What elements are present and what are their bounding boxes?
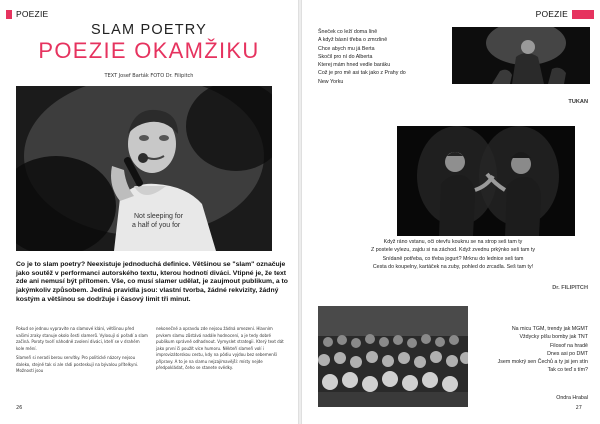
body-column-1 (16, 326, 148, 378)
poem-line: A když básní třeba o zmrzlině (318, 37, 388, 44)
audience-crowd-photo (318, 306, 468, 407)
poem-tukan (318, 28, 448, 86)
page-number: 27 (575, 405, 582, 411)
signature-ondra: Ondra Hrabal (556, 395, 588, 401)
poem-ondra (478, 325, 588, 375)
left-page (0, 0, 298, 424)
poem-line: Kterej mám hned vedle baráku (318, 62, 391, 69)
kicker: SLAM POETRY (90, 22, 208, 38)
page-title: POEZIE OKAMŽIKU (38, 38, 260, 63)
poem-line: Šneček co leží doma líně (318, 29, 378, 35)
section-label: POEZIE (535, 9, 568, 19)
signature-filipitch: Dr. FILIPITCH (552, 285, 588, 291)
duo-performers-photo (397, 126, 575, 236)
body-paragraph: Pokud se jednou vypravíte na slamové klání, většinou před vašimi zraky stanuje okolo šesti slamerů. Vylosují si pořadí a slam začíná. Poroty tvoří náhodně zvolení diváci, kteří se v drahém kole mění. (16, 326, 148, 351)
poem-line: Jsem mokrý sen Čechů a ty jsi jen stín (497, 359, 588, 366)
body-paragraph: Slameři si neradi berou servítky. Pro politické názory nejsou daleko, stejně tak si ale rádi posteskují na bývalou přítelkyni. Možností jsou (16, 355, 139, 373)
section-tag (6, 9, 48, 19)
duo-illustration (397, 126, 575, 236)
poem-line: Když ráno vstanu, oči otevřu kouknu se na strop seš tam ty (383, 239, 523, 245)
shirt-print-line-1: Not sleeping for (134, 213, 184, 220)
lede-paragraph: Co je to slam poetry? Neexistuje jednoduchá definice. Většinou se "slam" označuje jako soutěž v performanci autorského textu, kterou hodnotí diváci. Vtipné je, že text zde ani nemusí být přítomen. Vše, co musí slamer udělat, je zaujmout publikum, a to jakýmkoliv způsobem. Jediná pravidla jsou: vlastní tvorba, žádné rekvizity, žádný kostým a většinou se dodržuje i časový limit tři minut. (16, 261, 288, 303)
shirt-print-line-2: a half of you for (132, 222, 181, 229)
poem-line: Dnes asi po DMT (547, 350, 588, 357)
pink-bar-icon (572, 10, 594, 19)
signature-tukan: TUKAN (568, 99, 588, 105)
poem-line: Což je pro mě asi tak jako z Prahy do (318, 70, 406, 77)
slam-performer-photo (16, 86, 272, 251)
poem-line: Vždycky píšu bomby jak TNT (519, 334, 588, 341)
section-label: POEZIE (16, 9, 49, 19)
body-paragraph: nekonečné a opravdu zde nejsou žádná omezení. Hlavním prvkem slamu zůstává nadále hodnocení, a je tedy dobré publikum správně odhadnout. Vymyslet strategii. Který text dát jako první či použít více humoru. Někteří slameři volí i improvizátorskou cestu, kdy na pódiu vyjdou bez sebemenší přípravy. A to je na slamu nejzajímavější: místy nejde předpokládat, čeho se stanete svědky. (156, 326, 284, 370)
poem-line: Tak co teď s tím? (547, 367, 588, 374)
section-tag (536, 9, 594, 19)
stage-illustration (452, 27, 590, 84)
poem-line: Na micu TGM, trendy jak MGMT (511, 326, 588, 332)
pink-bar-icon (6, 10, 12, 19)
poem-line: Filosof na hradě (550, 342, 588, 349)
performer-illustration (16, 86, 272, 251)
tukan-stage-photo (452, 27, 590, 84)
credits: TEXT Josef Barták FOTO Dr. Filipitch (104, 73, 194, 79)
poem-line: Cesta do koupelny, kartáček na zuby, pohled do zrcadla. Seš tam ty! (372, 263, 534, 270)
poem-line: Snídaně potřeba, co třeba jogurt? Mrknu do lednice seš tam (382, 255, 524, 262)
right-page (302, 0, 600, 424)
page-number: 26 (16, 405, 23, 411)
body-column-2 (156, 326, 288, 375)
crowd-illustration (318, 306, 468, 407)
poem-line: Chce abych mu já Berta (318, 45, 375, 52)
poem-line: Skočil pro ní do Alberta (318, 53, 373, 60)
poem-filipitch (318, 238, 588, 271)
poem-line: Z postele vylezu, zajdu si na záchod. Když zvednu prkýnko seš tam ty (371, 247, 535, 254)
poem-line: New Yorku (318, 78, 344, 85)
